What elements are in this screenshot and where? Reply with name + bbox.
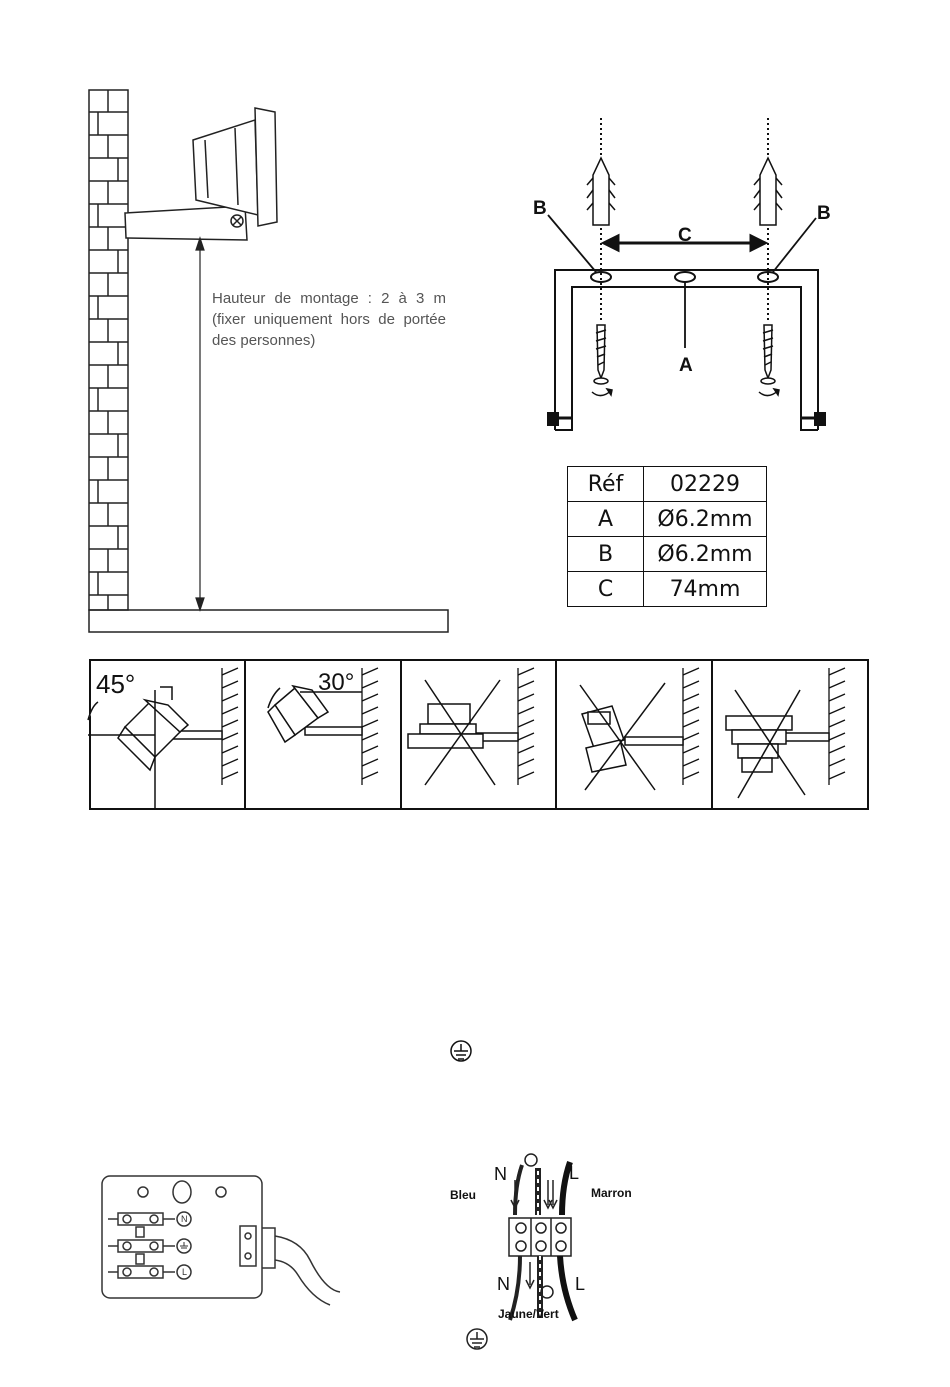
wire-jaune-vert-label: Jaune/Vert	[498, 1307, 559, 1321]
table-cell: Réf	[568, 467, 644, 502]
table-cell: Ø6.2mm	[644, 537, 767, 572]
terminal-box	[102, 1176, 340, 1305]
bracket-diagram	[548, 270, 825, 430]
table-row	[568, 572, 767, 607]
angle-30-label: 30°	[318, 669, 355, 696]
table-cell: A	[568, 502, 644, 537]
table-cell: 02229	[644, 467, 767, 502]
earth-ground-icon	[451, 1041, 471, 1061]
label-c: C	[678, 225, 692, 246]
table-row	[568, 467, 767, 502]
wire-n-bottom: N	[497, 1274, 510, 1294]
lamp-tilt-45	[88, 687, 188, 809]
wire-n-top: N	[494, 1164, 507, 1184]
table-row	[568, 502, 767, 537]
table-cell: 74mm	[644, 572, 767, 607]
reference-table	[567, 466, 767, 607]
mounted-floodlight	[125, 108, 277, 240]
table-row	[568, 537, 767, 572]
table-cell: Ø6.2mm	[644, 502, 767, 537]
label-b-left: B	[533, 198, 547, 219]
svg-text:N: N	[181, 1214, 188, 1224]
mounting-height-note: Hauteur de montage : 2 à 3 m (fixer uniquement hors de portée des personnes)	[212, 290, 446, 349]
label-b-right: B	[817, 203, 831, 224]
wire-marron-label: Marron	[591, 1186, 632, 1200]
wire-bleu-label: Bleu	[450, 1188, 477, 1202]
wall-plug-icon	[587, 158, 782, 225]
table-cell: C	[568, 572, 644, 607]
svg-text:L: L	[182, 1267, 188, 1277]
wire-l-top: L	[569, 1163, 580, 1183]
height-arrow	[196, 238, 204, 610]
lamp-wrong-3	[726, 716, 792, 772]
earth-ground-icon	[180, 1242, 188, 1248]
angle-45-label: 45°	[96, 669, 136, 699]
label-a: A	[679, 355, 693, 376]
floor	[89, 610, 448, 632]
wire-l-bottom: L	[575, 1274, 586, 1294]
table-cell: B	[568, 537, 644, 572]
brick-wall	[89, 90, 128, 610]
